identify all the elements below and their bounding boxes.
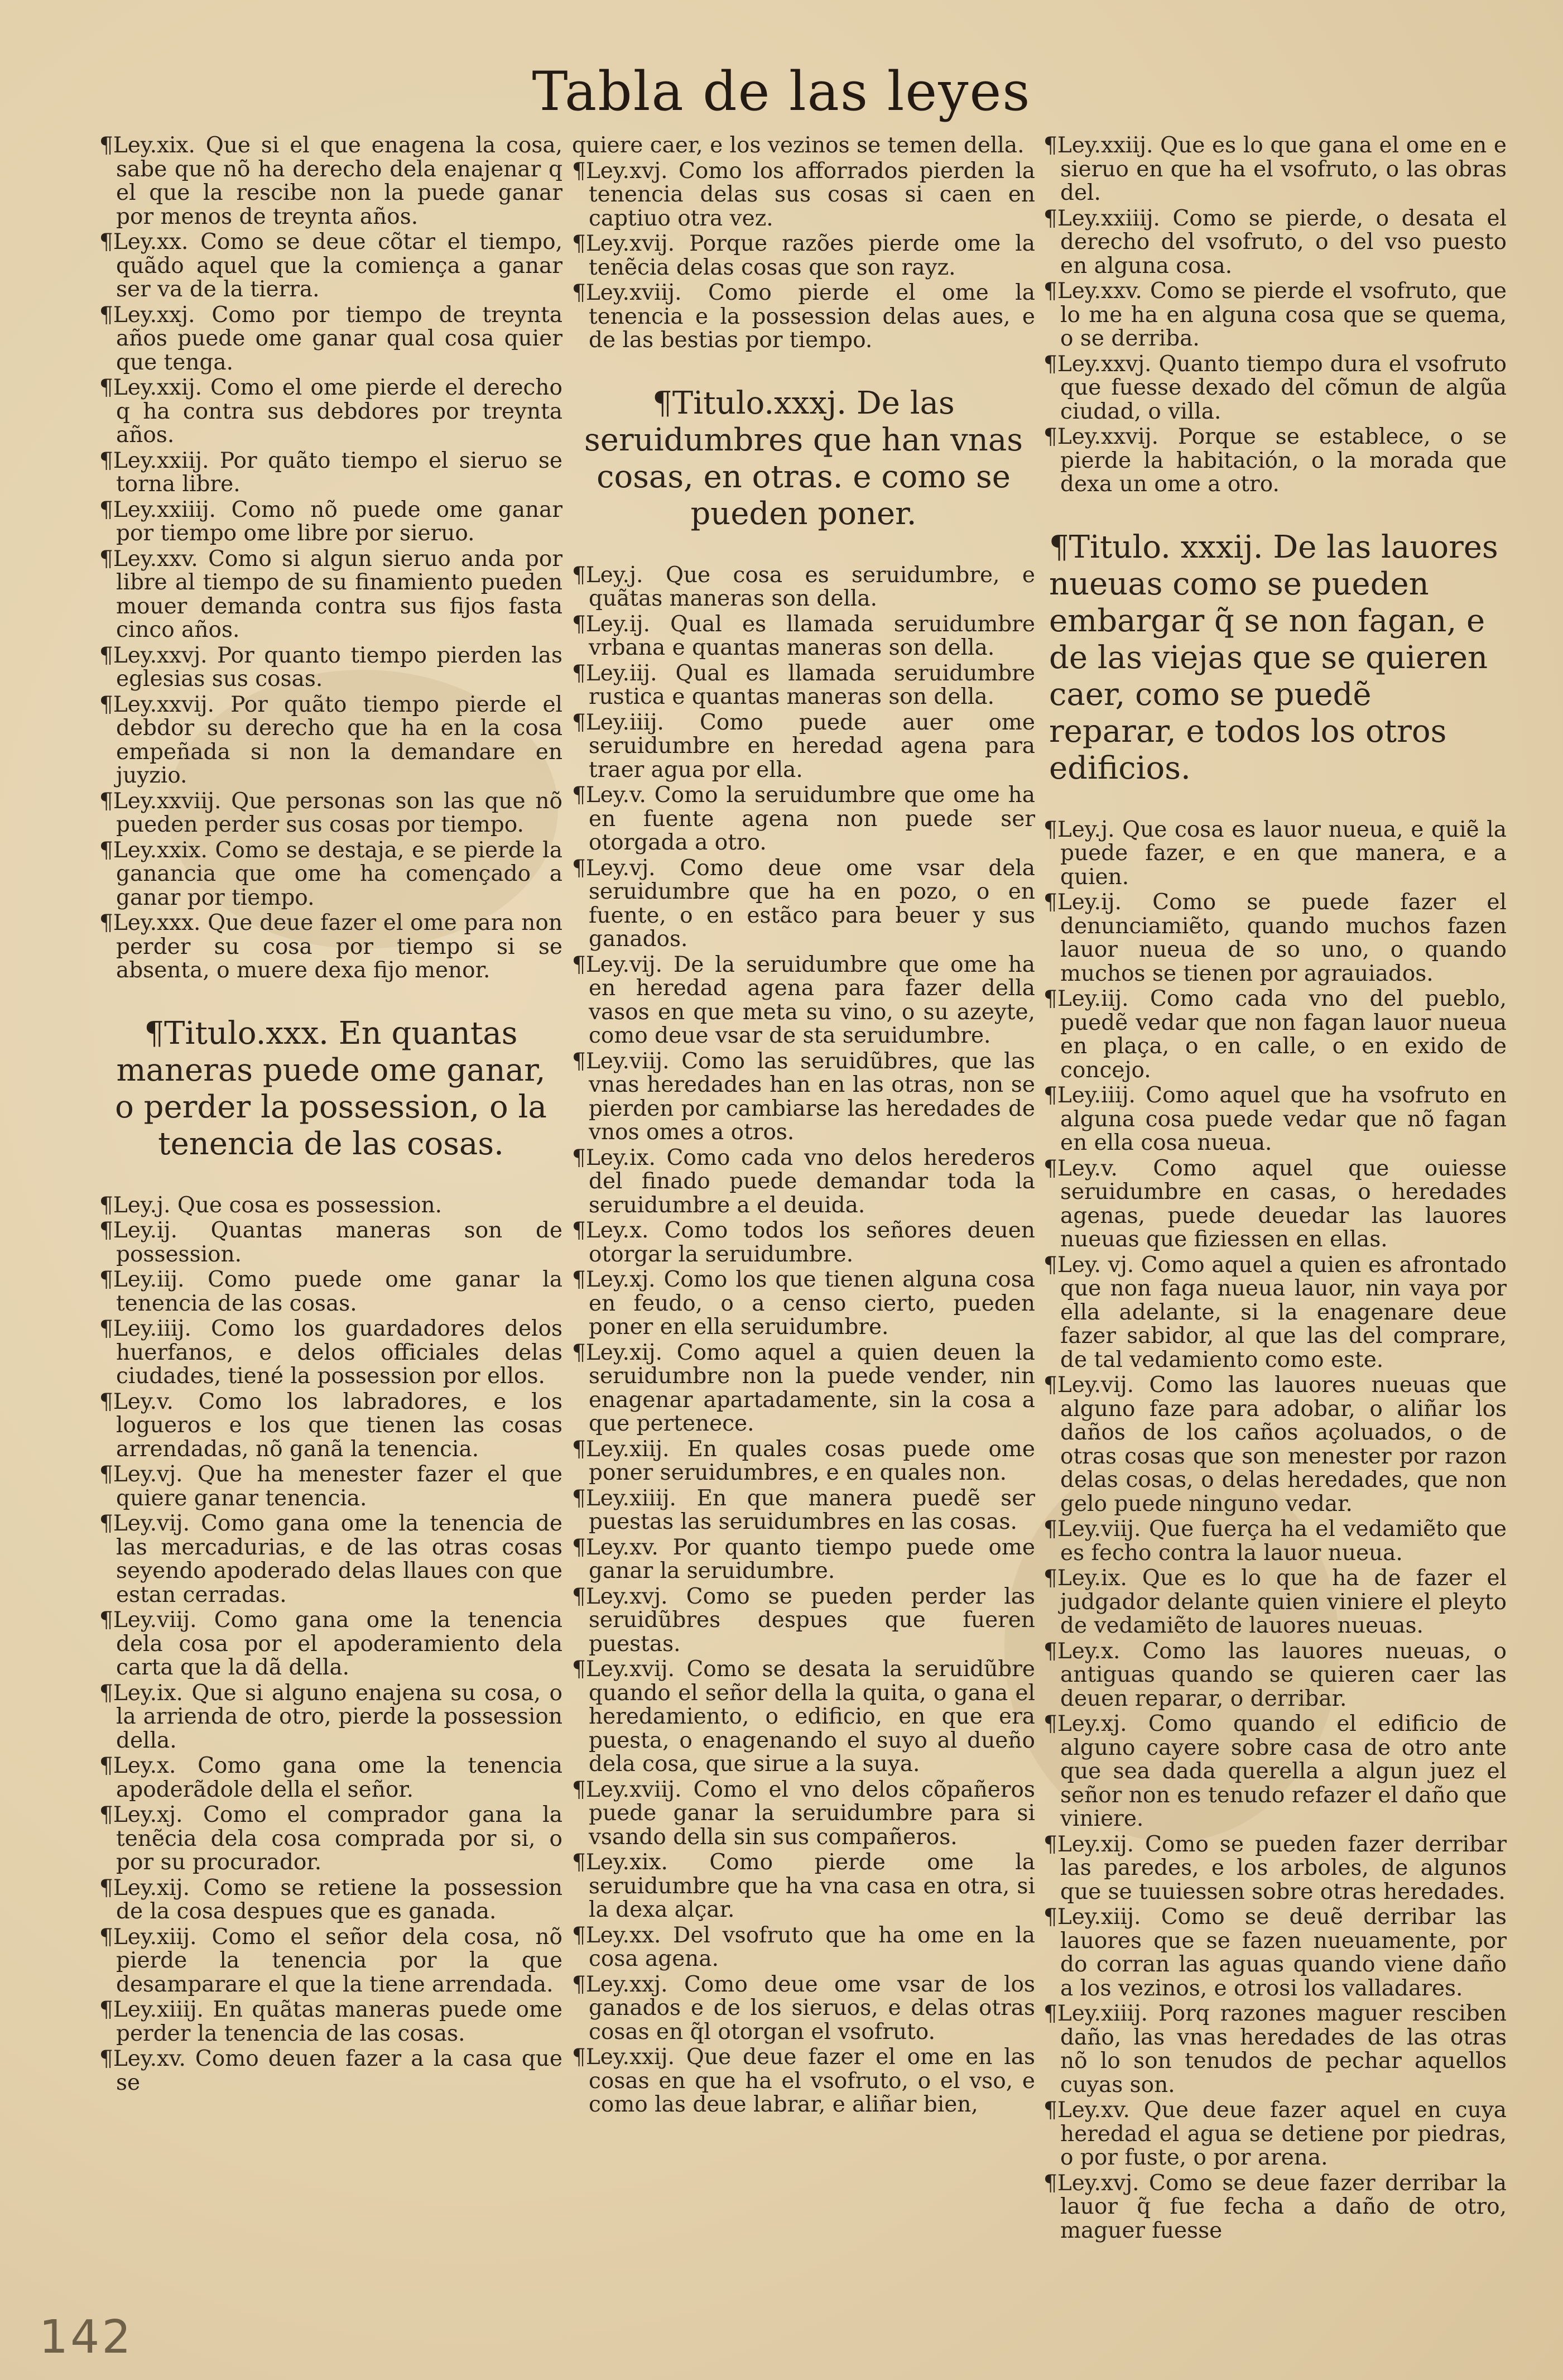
ley-entry: ¶Ley.xviij. Como el vno delos cõpañeros puede ganar la seruidumbre para si vsando della sin sus compañeros. bbox=[572, 1777, 1035, 1850]
ley-entry: ¶Ley.v. Como aquel que ouiesse seruidumbre en casas, o heredades agenas, puede deuedar las lauores nueuas que fiziessen en ellas. bbox=[1043, 1155, 1507, 1252]
ley-entry: ¶Ley.vij. Como gana ome la tenencia de las mercadurias, e de las otras cosas seyendo apoderado delas llaues con que estan cerradas. bbox=[99, 1511, 562, 1608]
titulo-heading: ¶Titulo. xxxij. De las lauores nueuas como se pueden embargar q̃ se non fagan, e de las viejas que se quieren caer, como se puedẽ reparar, e todos los otros edificios. bbox=[1049, 529, 1498, 786]
ley-entry: ¶Ley.ix. Que si alguno enajena su cosa, o la arrienda de otro, pierde la possession della. bbox=[99, 1680, 562, 1753]
ley-entry: ¶Ley.xix. Que si el que enagena la cosa, sabe que nõ ha derecho dela enajenar q el que la rescibe non la puede ganar por menos de treynta años. bbox=[99, 133, 562, 229]
ley-entry: ¶Ley.xij. Como aquel a quien deuen la seruidumbre non la puede vender, nin enagenar apartadamente, sin la cosa a que pertenece. bbox=[572, 1340, 1035, 1436]
ley-entry: ¶Ley.iij. Qual es llamada seruidumbre rustica e quantas maneras son della. bbox=[572, 660, 1035, 709]
ley-entry: ¶Ley.j. Que cosa es possession. bbox=[99, 1192, 443, 1218]
ley-entry: ¶Ley.xvij. Como se desata la seruidũbre quando el señor della la quita, o gana el heredamiento, o edificio, en que era puesta, o enagenando el suyo al dueño dela cosa, que sirue a la suya. bbox=[572, 1657, 1035, 1777]
ley-entry: ¶Ley.xxij. Como el ome pierde el derecho q ha contra sus debdores por treynta años. bbox=[99, 375, 562, 448]
ley-entry: ¶Ley. vj. Como aquel a quien es afrontado que non faga nueua lauor, nin vaya por ella adelante, si la enagenare deue fazer sabidor, al que las del comprare, de tal vedamiento como este. bbox=[1043, 1252, 1507, 1373]
ley-entry: ¶Ley.iiij. Como aquel que ha vsofruto en alguna cosa puede vedar que nõ fagan en ella cosa nueua. bbox=[1043, 1083, 1507, 1155]
ley-entry: ¶Ley.xxiiij. Como se pierde, o desata el derecho del vsofruto, o del vso puesto en alguna cosa. bbox=[1043, 205, 1507, 279]
ley-entry: ¶Ley.vj. Como deue ome vsar dela seruidumbre que ha en pozo, o en fuente, o en estãco para beuer y sus ganados. bbox=[572, 855, 1035, 952]
ley-entry: ¶Ley.xxvij. Porque se establece, o se pierde la habitación, o la morada que dexa un ome a otro. bbox=[1043, 424, 1507, 497]
ley-entry: ¶Ley.xx. Del vsofruto que ha ome en la cosa agena. bbox=[572, 1922, 1035, 1971]
ley-entry: ¶Ley.x. Como las lauores nueuas, o antiguas quando se quieren caer las deuen reparar, o derribar. bbox=[1043, 1638, 1507, 1711]
ley-entry: ¶Ley.xvj. Como los afforrados pierden la tenencia delas sus cosas si caen en captiuo otra vez. bbox=[572, 158, 1035, 231]
ley-entry: ¶Ley.xxvj. Por quanto tiempo pierden las eglesias sus cosas. bbox=[99, 642, 562, 692]
ley-entry: ¶Ley.ij. Como se puede fazer el denunciamiẽto, quando muchos fazen lauor nueua de so uno, o quando muchos se tienen por agrauiados. bbox=[1043, 890, 1507, 986]
ley-entry: ¶Ley.xxv. Como si algun sieruo anda por libre al tiempo de su finamiento pueden mouer demanda contra sus fijos fasta cinco años. bbox=[99, 546, 562, 642]
ley-entry: ¶Ley.ij. Qual es llamada seruidumbre vrbana e quantas maneras son della. bbox=[572, 611, 1035, 660]
column-middle bbox=[572, 134, 1035, 2119]
ley-entry: ¶Ley.xiiij. En que manera puedẽ ser puestas las seruidumbres en las cosas. bbox=[572, 1485, 1035, 1534]
ley-entry: ¶Ley.xxvij. Por quãto tiempo pierde el debdor su derecho que ha en la cosa empeñada si non la demandare en juyzio. bbox=[99, 692, 562, 788]
ley-entry: ¶Ley.iij. Como cada vno del pueblo, puedẽ vedar que non fagan lauor nueua en plaça, o en calle, o en exido de concejo. bbox=[1043, 986, 1507, 1083]
ley-entry: ¶Ley.ix. Que es lo que ha de fazer el judgador delante quien viniere el pleyto de vedamiẽto de lauores nueuas. bbox=[1043, 1566, 1507, 1638]
ley-entry: quiere caer, e los vezinos se temen della. bbox=[572, 133, 1025, 158]
ley-entry: ¶Ley.v. Como la seruidumbre que ome ha en fuente agena non puede ser otorgada a otro. bbox=[572, 783, 1035, 855]
ley-entry: ¶Ley.xiij. En quales cosas puede ome poner seruidumbres, e en quales non. bbox=[572, 1436, 1035, 1485]
ley-entry: ¶Ley.xv. Que deue fazer aquel en cuya heredad el agua se detiene por piedras, o por fuste, o por arena. bbox=[1043, 2098, 1507, 2170]
ley-entry: ¶Ley.xviij. Como pierde el ome la tenencia e la possession delas aues, e de las bestias por tiempo. bbox=[572, 280, 1035, 353]
titulo-heading: ¶Titulo.xxx. En quantas maneras puede ome ganar, o perder la possession, o la tenencia de las cosas. bbox=[115, 1015, 547, 1162]
column-right bbox=[1043, 134, 1507, 2244]
ley-entry: ¶Ley.x. Como todos los señores deuen otorgar la seruidumbre. bbox=[572, 1218, 1035, 1267]
ley-entry: ¶Ley.xj. Como el comprador gana la tenẽcia dela cosa comprada por si, o por su procurador. bbox=[99, 1802, 562, 1875]
ley-entry: ¶Ley.j. Que cosa es seruidumbre, e quãtas maneras son della. bbox=[572, 562, 1035, 611]
ley-entry: ¶Ley.xvj. Como se deue fazer derribar la lauor q̃ fue fecha a daño de otro, maguer fuesse bbox=[1043, 2170, 1507, 2243]
ley-entry: ¶Ley.xxj. Como por tiempo de treynta años puede ome ganar qual cosa quier que tenga. bbox=[99, 302, 562, 375]
ley-entry: ¶Ley.j. Que cosa es lauor nueua, e quiẽ la puede fazer, e en que manera, e a quien. bbox=[1043, 817, 1507, 890]
titulo-heading: ¶Titulo.xxxj. De las seruidumbres que han vnas cosas, en otras. e como se pueden poner. bbox=[584, 385, 1023, 532]
ley-entry: ¶Ley.xxv. Como se pierde el vsofruto, que lo me ha en alguna cosa que se quema, o se derriba. bbox=[1043, 279, 1507, 351]
ley-entry: ¶Ley.xvj. Como se pueden perder las seruidũbres despues que fueren puestas. bbox=[572, 1584, 1035, 1657]
ley-entry: ¶Ley.xxiiij. Como nõ puede ome ganar por tiempo ome libre por sieruo. bbox=[99, 497, 562, 546]
ley-entry: ¶Ley.xxiij. Por quãto tiempo el sieruo se torna libre. bbox=[99, 448, 562, 497]
ley-entry: ¶Ley.vij. De la seruidumbre que ome ha en heredad agena para fazer della vasos en que meta su vino, o su azeyte, como deue vsar de sta seruidumbre. bbox=[572, 952, 1035, 1048]
ley-entry: ¶Ley.ij. Quantas maneras son de possession. bbox=[99, 1218, 562, 1267]
folio-number: 142 bbox=[39, 2311, 133, 2364]
ley-entry: ¶Ley.viij. Como gana ome la tenencia dela cosa por el apoderamiento dela carta que la dã della. bbox=[99, 1608, 562, 1680]
ley-entry: ¶Ley.vij. Como las lauores nueuas que alguno faze para adobar, o aliñar los daños de los caños açoluados, o de otras cosas que son menester por razon delas cosas, o delas heredades, que non gelo puede ninguno vedar. bbox=[1043, 1373, 1507, 1517]
ley-entry: ¶Ley.x. Como gana ome la tenencia apoderãdole della el señor. bbox=[99, 1753, 562, 1802]
ley-entry: ¶Ley.xxj. Como deue ome vsar de los ganados e de los sieruos, e delas otras cosas en q̃l otorgan el vsofruto. bbox=[572, 1971, 1035, 2045]
ley-entry: ¶Ley.xj. Como quando el edificio de alguno cayere sobre casa de otro ante que sea dada querella a algun juez el señor non es tenudo refazer el daño que viniere. bbox=[1043, 1711, 1507, 1831]
ley-entry: ¶Ley.xiij. Como el señor dela cosa, nõ pierde la tenencia por la que desamparare el que la tiene arrendada. bbox=[99, 1924, 562, 1997]
ley-entry: ¶Ley.xij. Como se retiene la possession de la cosa despues que es ganada. bbox=[99, 1875, 562, 1924]
ley-entry: ¶Ley.iij. Como puede ome ganar la tenencia de las cosas. bbox=[99, 1267, 562, 1316]
ley-entry: ¶Ley.xv. Por quanto tiempo puede ome ganar la seruidumbre. bbox=[572, 1534, 1035, 1584]
ley-entry: ¶Ley.xj. Como los que tienen alguna cosa en feudo, o a censo cierto, pueden poner en ella seruidumbre. bbox=[572, 1267, 1035, 1340]
ley-entry: ¶Ley.v. Como los labradores, e los logueros e los que tienen las cosas arrendadas, nõ ganã la tenencia. bbox=[99, 1389, 562, 1462]
ley-entry: ¶Ley.xiiij. En quãtas maneras puede ome perder la tenencia de las cosas. bbox=[99, 1997, 562, 2046]
ley-entry: ¶Ley.ix. Como cada vno delos herederos del finado puede demandar toda la seruidumbre a el deuida. bbox=[572, 1145, 1035, 1218]
ley-entry: ¶Ley.xx. Como se deue cõtar el tiempo, quãdo aquel que la comiença a ganar ser va de la tierra. bbox=[99, 229, 562, 302]
ley-entry: ¶Ley.xxvj. Quanto tiempo dura el vsofruto que fuesse dexado del cõmun de algũa ciudad, o villa. bbox=[1043, 351, 1507, 424]
ley-entry: ¶Ley.xxviij. Que personas son las que nõ pueden perder sus cosas por tiempo. bbox=[99, 788, 562, 837]
ley-entry: ¶Ley.xij. Como se pueden fazer derribar las paredes, e los arboles, de algunos que se tuuiessen sobre otras heredades. bbox=[1043, 1831, 1507, 1904]
ley-entry: ¶Ley.xiiij. Porq razones maguer resciben daño, las vnas heredades de las otras nõ lo son tenudos de pechar aquellos cuyas son. bbox=[1043, 2001, 1507, 2098]
ley-entry: ¶Ley.vj. Que ha menester fazer el que quiere ganar tenencia. bbox=[99, 1462, 562, 1511]
ley-entry: ¶Ley.xxix. Como se destaja, e se pierde la ganancia que ome ha començado a ganar por tiempo. bbox=[99, 837, 562, 910]
ley-entry: ¶Ley.xxij. Que deue fazer el ome en las cosas en que ha el vsofruto, o el vso, e como las deue labrar, e aliñar bien, bbox=[572, 2045, 1035, 2117]
ley-entry: ¶Ley.viij. Que fuerça ha el vedamiẽto que es fecho contra la lauor nueua. bbox=[1043, 1517, 1507, 1566]
ley-entry: ¶Ley.iiij. Como los guardadores delos huerfanos, e delos officiales delas ciudades, tiené la possession por ellos. bbox=[99, 1316, 562, 1389]
ley-entry: ¶Ley.xv. Como deuen fazer a la casa que se bbox=[99, 2046, 562, 2095]
ley-entry: ¶Ley.xxx. Que deue fazer el ome para non perder su cosa por tiempo si se absenta, o muere dexa fijo menor. bbox=[99, 910, 562, 983]
ley-entry: ¶Ley.viij. Como las seruidũbres, que las vnas heredades han en las otras, non se pierden por cambiarse las heredades de vnos omes a otros. bbox=[572, 1048, 1035, 1145]
page-title: Tabla de las leyes bbox=[532, 60, 1031, 123]
ley-entry: ¶Ley.xxiij. Que es lo que gana el ome en e sieruo en que ha el vsofruto, o las obras del. bbox=[1043, 133, 1507, 205]
ley-entry: ¶Ley.xiij. Como se deuẽ derribar las lauores que se fazen nueuamente, por do corran las aguas quando viene daño a los vezinos, e otrosi los valladares. bbox=[1043, 1904, 1507, 2001]
ley-entry: ¶Ley.xix. Como pierde ome la seruidumbre que ha vna casa en otra, si la dexa alçar. bbox=[572, 1850, 1035, 1922]
ley-entry: ¶Ley.iiij. Como puede auer ome seruidumbre en heredad agena para traer agua por ella. bbox=[572, 709, 1035, 783]
ley-entry: ¶Ley.xvij. Porque razões pierde ome la tenẽcia delas cosas que son rayz. bbox=[572, 231, 1035, 280]
column-left bbox=[99, 134, 562, 2096]
